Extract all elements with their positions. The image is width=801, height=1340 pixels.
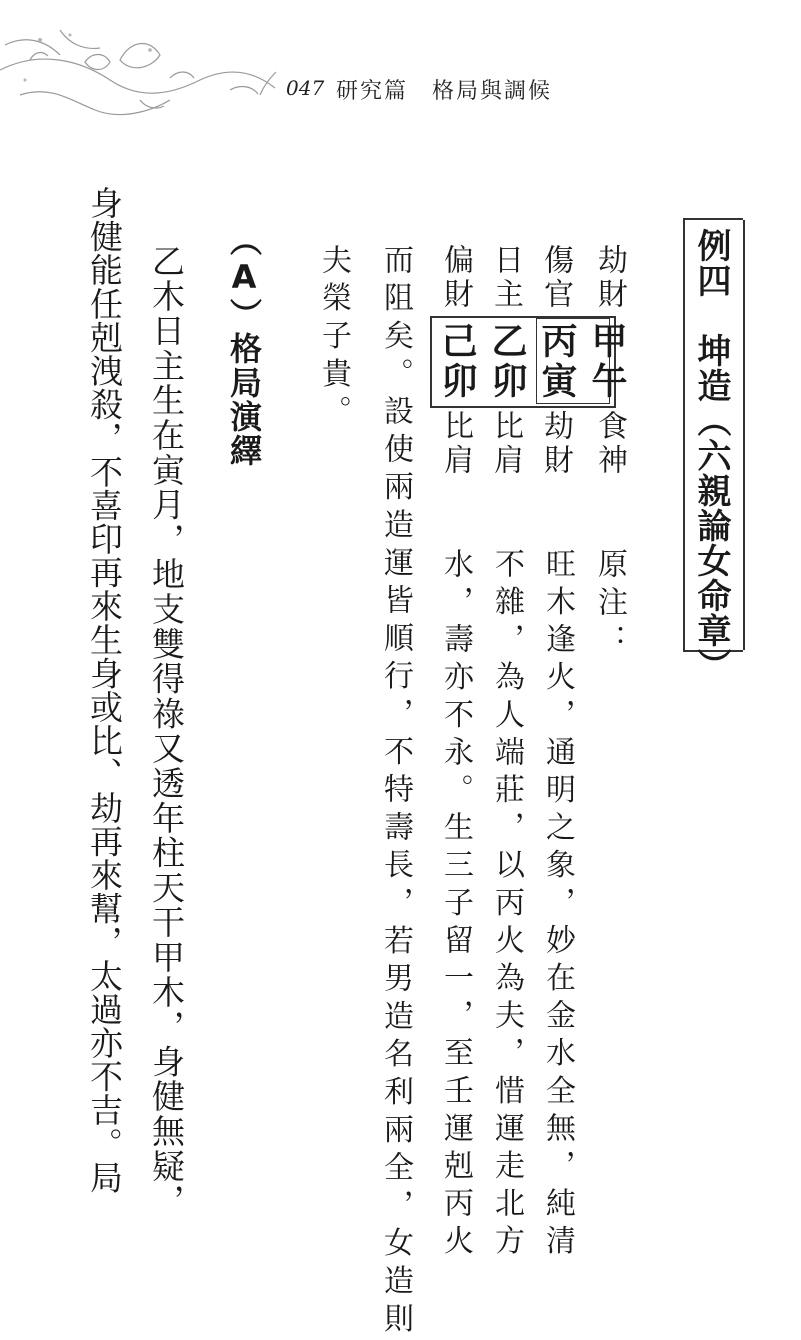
- page-number: 047: [286, 76, 325, 100]
- pillar-label: 偏財: [438, 244, 473, 312]
- note-line: 不雜，為人端莊，以丙火為夫，惜運走北方: [489, 548, 524, 1263]
- floral-ornament: [0, 0, 801, 130]
- body-line: 身健能任剋洩殺，不喜印再來生身或比、劫再來幫，太過亦不吉。局: [85, 186, 124, 1194]
- note-line: 水，壽亦不永。生三子留一，至壬運剋丙火: [438, 548, 473, 1263]
- pillar-hidden: 劫財: [538, 410, 573, 478]
- pillar-stem-branch: 甲午: [586, 322, 627, 402]
- note-line: 而阻矣。設使兩造運皆順行，不特壽長，若男造名利兩全，女造則: [378, 244, 413, 1340]
- pillar-hidden: 比肩: [438, 410, 473, 478]
- pillar-label: 傷官: [538, 244, 573, 312]
- pillar-stem-branch: 丙寅: [536, 322, 577, 402]
- pillar-stem-branch: 乙卯: [486, 322, 527, 402]
- pillar-hidden: 食神: [592, 410, 627, 478]
- body-line: 乙木日主生在寅月，地支雙得祿又透年柱天干甲木，身健無疑，: [147, 244, 186, 1219]
- section-title: 研究篇 格局與調候: [336, 79, 553, 104]
- pillar-label: 日主: [488, 244, 523, 312]
- original-note-label: 原注：: [592, 548, 627, 662]
- pillar-label: 劫財: [592, 244, 627, 312]
- page-header: [0, 0, 801, 130]
- note-line: 旺木逢火，通明之象，妙在金水全無，純清: [540, 548, 575, 1263]
- note-line: 夫榮子貴。: [316, 244, 351, 433]
- section-a-heading: （A）格局演繹: [225, 224, 263, 468]
- pillar-stem-branch: 己卯: [436, 322, 477, 402]
- pillar-hidden: 比肩: [488, 410, 523, 478]
- example-title: 例四 坤造（六親論女命章）: [691, 228, 731, 683]
